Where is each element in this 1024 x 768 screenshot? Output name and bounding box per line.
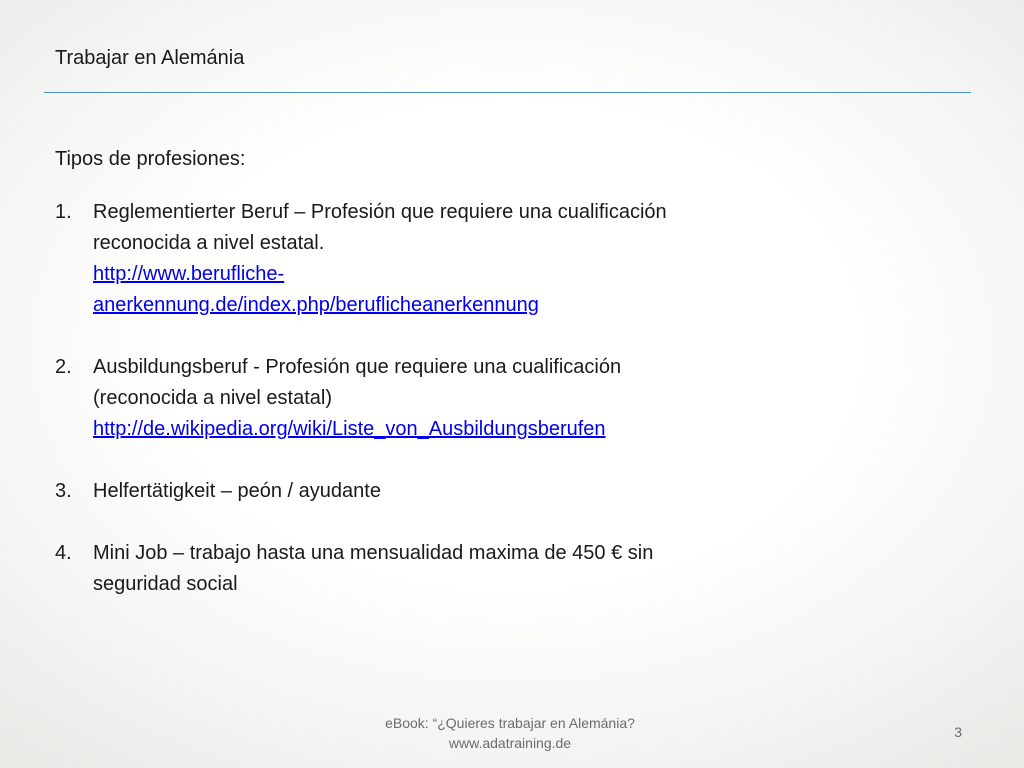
list-item	[55, 538, 815, 600]
slide-title: Trabajar en Alemánia	[55, 47, 245, 69]
list-item-number: 2.	[55, 356, 72, 378]
link-line[interactable]: http://www.berufliche-	[93, 263, 285, 285]
list-item	[55, 197, 815, 321]
title-divider	[44, 92, 971, 93]
wikipedia-ausbildungsberufe-link[interactable]: http://de.wikipedia.org/wiki/Liste_von_Ausbildungsberufen	[93, 418, 606, 440]
slide-footer	[340, 713, 680, 753]
page-number: 3	[954, 724, 962, 740]
list-item-text: Helfertätigkeit – peón / ayudante	[93, 480, 381, 502]
list-item-text: Mini Job – trabajo hasta una mensualidad maxima de 450 € sin	[93, 542, 654, 564]
list-item-number: 4.	[55, 542, 72, 564]
intro-text: Tipos de profesiones:	[55, 148, 246, 170]
list-item-text: Reglementierter Beruf – Profesión que requiere una cualificación	[93, 201, 667, 223]
list-item	[55, 352, 815, 445]
link-line[interactable]: anerkennung.de/index.php/beruflicheanerkennung	[93, 294, 539, 316]
list-item-text: reconocida a nivel estatal.	[93, 232, 325, 254]
list-item-number: 1.	[55, 201, 72, 223]
berufliche-anerkennung-link[interactable]	[93, 259, 815, 321]
footer-website: www.adatraining.de	[448, 735, 572, 751]
profession-list	[55, 197, 815, 600]
list-item-text: Ausbildungsberuf - Profesión que requiere una cualificación	[93, 356, 622, 378]
footer-ebook-title: eBook: “¿Quieres trabajar en Alemánia?	[385, 715, 635, 731]
slide-content	[55, 144, 815, 631]
list-item	[55, 476, 815, 507]
list-item-number: 3.	[55, 480, 72, 502]
list-item-text: seguridad social	[93, 573, 238, 595]
list-item-text: (reconocida a nivel estatal)	[93, 387, 333, 409]
